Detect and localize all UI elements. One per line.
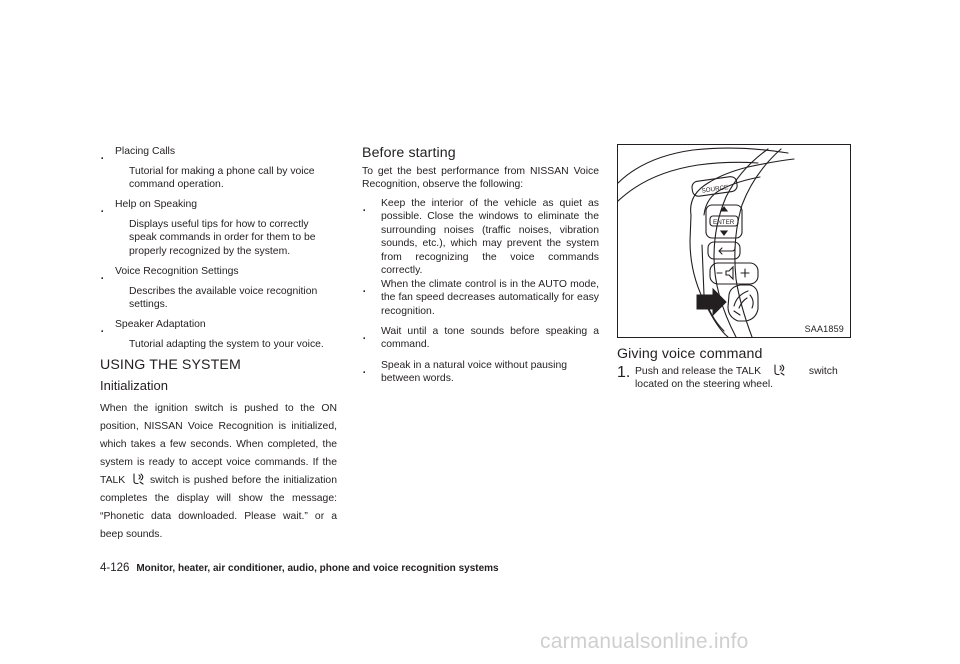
page-footer (100, 562, 499, 574)
initialization-text-b: switch is pushed before the initialization completes the display will show the message: “Phonetic data downloaded. Please wait.” or a beep sounds. (100, 475, 337, 540)
step-1-text-c: located on the steering wheel. (635, 379, 774, 391)
step-number: 1. (617, 364, 631, 381)
section-heading-giving-voice-command: Giving voice command (617, 346, 763, 362)
bullet-marker: . (362, 326, 367, 343)
bullet-marker: . (362, 198, 367, 215)
figure-caption: SAA1859 (804, 324, 844, 334)
step-1-text-a: Push and release the TALK (635, 366, 762, 377)
before-starting-intro: To get the best performance from NISSAN Voice Recognition, observe the following: (362, 166, 599, 191)
help-on-speaking-desc: Displays useful tips for how to correctly speak commands in order for them to be properly recognized by the system. (129, 219, 316, 257)
section-heading-before-starting: Before starting (362, 145, 456, 161)
bullet-marker: . (362, 360, 367, 377)
bullet-marker: . (100, 266, 105, 283)
talk-icon (772, 364, 786, 376)
bullet-climate-auto: When the climate control is in the AUTO mode, the fan speed decreases automatically for easy recognition. (381, 279, 599, 317)
bullet-speaker-adaptation: Speaker Adaptation (115, 319, 206, 330)
page-number: 4-126 (100, 562, 130, 574)
steering-switch-figure (617, 144, 851, 338)
source-button-label: SOURCE (701, 184, 729, 195)
talk-icon (131, 472, 145, 484)
steering-wheel-illustration (618, 145, 850, 337)
bullet-quiet-interior: Keep the interior of the vehicle as quiet as possible. Close the windows to eliminate the surrounding noises (traffic noises, vibration sounds, etc.), which may prevent the system from recognizing the voice commands correctly. (381, 198, 599, 277)
bullet-wait-for-tone: Wait until a tone sounds before speaking a command. (381, 326, 599, 351)
placing-calls-desc: Tutorial for making a phone call by voice command operation. (129, 166, 315, 191)
enter-button-label: ENTER (713, 219, 735, 226)
bullet-help-on-speaking: Help on Speaking (115, 199, 198, 210)
step-1-text-b: switch (808, 366, 838, 377)
watermark: carmanualsonline.info (540, 630, 749, 653)
footer-title: Monitor, heater, air conditioner, audio, phone and voice recognition systems (136, 563, 499, 574)
subheading-initialization: Initialization (100, 378, 168, 393)
speaker-adaptation-desc: Tutorial adapting the system to your voice. (129, 339, 324, 350)
bullet-marker: . (100, 146, 105, 163)
voice-recognition-settings-desc: Describes the available voice recognition settings. (129, 286, 318, 311)
step-1-text (635, 364, 845, 392)
bullet-natural-voice: Speak in a natural voice without pausing between words. (381, 360, 567, 385)
bullet-placing-calls: Placing Calls (115, 146, 176, 157)
section-heading-using-the-system: USING THE SYSTEM (100, 357, 241, 373)
bullet-marker: . (362, 279, 367, 296)
bullet-marker: . (100, 319, 105, 336)
bullet-voice-recognition-settings: Voice Recognition Settings (115, 266, 239, 277)
initialization-text-a: When the ignition switch is pushed to the ON position, NISSAN Voice Recognition is initialized, which takes a few seconds. When completed, the system is ready to accept voice commands. If the TALK (100, 403, 337, 486)
bullet-marker: . (100, 199, 105, 216)
initialization-paragraph (100, 398, 337, 542)
